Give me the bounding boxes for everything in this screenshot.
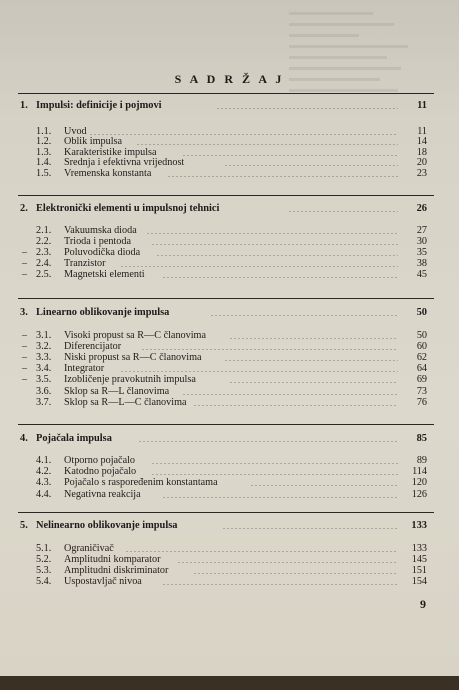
toc-entry[interactable] (0, 374, 459, 386)
entry-page: 133 (411, 543, 427, 554)
section-page: 85 (416, 433, 427, 444)
entry-title: Karakteristike impulsa (64, 147, 157, 158)
leader-dots (162, 277, 398, 278)
entry-number: 3.4. (36, 363, 52, 374)
entry-title: Amplitudni diskriminator (64, 565, 169, 576)
leader-dots (216, 108, 398, 109)
margin-mark: – (22, 363, 27, 374)
entry-page: 18 (416, 147, 427, 158)
entry-title: Oblik impulsa (64, 136, 123, 147)
section-number: 4. (20, 433, 28, 444)
entry-page: 20 (416, 157, 427, 168)
entry-number: 5.4. (36, 576, 52, 587)
leader-dots (125, 551, 398, 552)
entry-number: 3.3. (36, 352, 52, 363)
margin-mark: – (22, 374, 27, 385)
margin-mark: – (22, 330, 27, 341)
entry-number: 5.3. (36, 565, 52, 576)
margin-mark: – (22, 269, 27, 280)
entry-title: Visoki propust sa R—C članovima (64, 330, 207, 341)
entry-title: Trioda i pentoda (64, 236, 131, 247)
entry-number: 3.2. (36, 341, 52, 352)
toc-entry[interactable] (0, 269, 459, 281)
entry-title: Poluvodička dioda (64, 247, 141, 258)
section-title: Nelinearno oblikovanje impulsa (36, 520, 178, 531)
entry-title: Srednja i efektivna vrijednost (64, 157, 185, 168)
entry-page: 62 (416, 352, 427, 363)
entry-page: 60 (416, 341, 427, 352)
margin-mark: – (22, 352, 27, 363)
entry-title: Tranzistor (64, 258, 106, 269)
leader-dots (224, 165, 398, 166)
entry-number: 2.3. (36, 247, 52, 258)
entry-page: 27 (416, 225, 427, 236)
entry-title: Magnetski elementi (64, 269, 145, 280)
entry-number: 1.5. (36, 168, 52, 179)
section-divider (18, 424, 434, 425)
entry-title: Katodno pojačalo (64, 466, 137, 477)
entry-page: 76 (416, 397, 427, 408)
entry-title: Niski propust sa R—C članovima (64, 352, 202, 363)
entry-page: 151 (411, 565, 427, 576)
toc-entry[interactable] (0, 168, 459, 180)
entry-title: Ograničivač (64, 543, 114, 554)
entry-page: 38 (416, 258, 427, 269)
entry-page: 35 (416, 247, 427, 258)
section-title: Impulsi: definicije i pojmovi (36, 100, 162, 111)
section-title: Linearno oblikovanje impulsa (36, 307, 170, 318)
margin-mark: – (22, 341, 27, 352)
section-heading[interactable] (0, 520, 459, 532)
entry-title: Izobličenje pravokutnih impulsa (64, 374, 196, 385)
entry-title: Vremenska konstanta (64, 168, 152, 179)
leader-dots (229, 338, 398, 339)
section-number: 5. (20, 520, 28, 531)
leader-dots (288, 211, 398, 212)
section-page: 26 (416, 203, 427, 214)
entry-number: 2.4. (36, 258, 52, 269)
entry-number: 3.5. (36, 374, 52, 385)
entry-title: Negativna reakcija (64, 489, 141, 500)
entry-title: Pojačalo s raspoređenim konstantama (64, 477, 218, 488)
entry-number: 3.6. (36, 386, 52, 397)
entry-page: 145 (411, 554, 427, 565)
leader-dots (250, 485, 398, 486)
leader-dots (162, 584, 398, 585)
page-number: 9 (420, 597, 426, 611)
section-number: 2. (20, 203, 28, 214)
section-heading[interactable] (0, 203, 459, 215)
section-page: 50 (416, 307, 427, 318)
margin-mark: – (22, 247, 27, 258)
leader-dots (156, 255, 398, 256)
entry-number: 4.2. (36, 466, 52, 477)
entry-title: Otporno pojačalo (64, 455, 136, 466)
entry-page: 114 (412, 466, 427, 477)
entry-page: 30 (416, 236, 427, 247)
entry-number: 2.2. (36, 236, 52, 247)
leader-dots (120, 371, 398, 372)
entry-number: 4.1. (36, 455, 52, 466)
entry-number: 2.5. (36, 269, 52, 280)
leader-dots (193, 573, 398, 574)
entry-page: 50 (416, 330, 427, 341)
section-divider (18, 298, 434, 299)
leader-dots (210, 315, 398, 316)
entry-page: 89 (416, 455, 427, 466)
leader-dots (151, 474, 398, 475)
entry-title: Uvod (64, 126, 87, 137)
entry-page: 73 (416, 386, 427, 397)
leader-dots (229, 382, 398, 383)
entry-number: 1.1. (36, 126, 52, 137)
section-divider (18, 93, 434, 94)
leader-dots (120, 266, 398, 267)
leader-dots (182, 155, 398, 156)
leader-dots (167, 176, 398, 177)
entry-page: 154 (411, 576, 427, 587)
entry-title: Diferencijator (64, 341, 122, 352)
entry-number: 4.4. (36, 489, 52, 500)
leader-dots (146, 233, 398, 234)
section-page: 133 (411, 520, 427, 531)
leader-dots (224, 360, 398, 361)
section-divider (18, 195, 434, 196)
entry-title: Vakuumska dioda (64, 225, 137, 236)
leader-dots (151, 463, 398, 464)
section-divider (18, 512, 434, 513)
entry-title: Amplitudni komparator (64, 554, 161, 565)
entry-page: 64 (416, 363, 427, 374)
leader-dots (177, 562, 398, 563)
section-title: Pojačala impulsa (36, 433, 112, 444)
entry-page: 45 (416, 269, 427, 280)
toc-entry[interactable] (0, 489, 459, 501)
entry-page: 126 (411, 489, 427, 500)
entry-title: Sklop sa R—L članovima (64, 386, 170, 397)
entry-title: Sklop sa R—L—C članovima (64, 397, 187, 408)
section-title: Elektronički elementi u impulsnoj tehnici (36, 203, 220, 214)
entry-page: 69 (416, 374, 427, 385)
entry-number: 1.2. (36, 136, 52, 147)
entry-number: 1.3. (36, 147, 52, 158)
leader-dots (138, 441, 398, 442)
section-heading[interactable] (0, 100, 459, 112)
entry-page: 14 (416, 136, 427, 147)
section-heading[interactable] (0, 307, 459, 319)
section-page: 11 (417, 100, 427, 111)
leader-dots (151, 244, 398, 245)
entry-page: 120 (411, 477, 427, 488)
section-heading[interactable] (0, 433, 459, 445)
leader-dots (162, 497, 398, 498)
entry-number: 4.3. (36, 477, 52, 488)
book-edge (0, 676, 459, 690)
entry-number: 2.1. (36, 225, 52, 236)
entry-number: 1.4. (36, 157, 52, 168)
entry-number: 5.2. (36, 554, 52, 565)
entry-number: 5.1. (36, 543, 52, 554)
leader-dots (136, 144, 398, 145)
entry-title: Integrator (64, 363, 105, 374)
section-number: 3. (20, 307, 28, 318)
entry-title: Uspostavljač nivoa (64, 576, 142, 587)
leader-dots (193, 405, 398, 406)
entry-page: 11 (417, 126, 427, 137)
section-number: 1. (20, 100, 28, 111)
toc-entry[interactable] (0, 477, 459, 489)
entry-number: 3.1. (36, 330, 52, 341)
entry-number: 3.7. (36, 397, 52, 408)
margin-mark: – (22, 258, 27, 269)
leader-dots (222, 528, 398, 529)
toc-entry[interactable] (0, 576, 459, 588)
leader-dots (182, 394, 398, 395)
entry-page: 23 (416, 168, 427, 179)
leader-dots (141, 349, 398, 350)
leader-dots (89, 134, 398, 135)
contents-title: S A D R Ž A J (174, 72, 285, 86)
toc-entry[interactable] (0, 397, 459, 409)
